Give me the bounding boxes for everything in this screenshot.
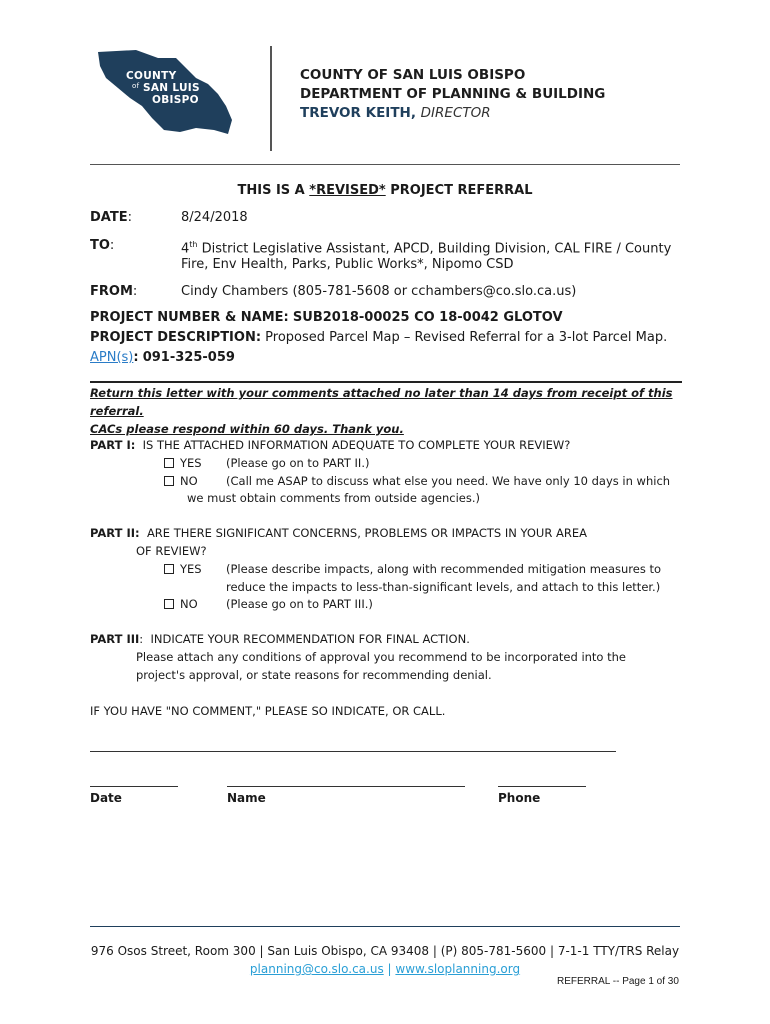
header-divider	[270, 46, 272, 151]
phone-signature-label: Phone	[498, 791, 541, 805]
title-revised: *REVISED*	[309, 183, 386, 198]
part1-no-checkbox[interactable]	[164, 476, 174, 486]
footer-rule	[90, 926, 680, 927]
county-logo	[96, 48, 232, 136]
part2-yes-text2: reduce the impacts to less-than-significant levels, and attach to this letter.)	[226, 580, 661, 594]
logo-san-luis: SAN LUIS	[143, 82, 200, 94]
apn-value: 091-325-059	[142, 350, 235, 365]
part1-question: IS THE ATTACHED INFORMATION ADEQUATE TO COMPLETE YOUR REVIEW?	[142, 438, 571, 452]
to-line1-text: District Legislative Assistant, APCD, Building Division, CAL FIRE / County	[197, 241, 672, 257]
date-signature-line[interactable]	[90, 786, 178, 787]
project-number-row	[90, 310, 563, 325]
part1-no-text2: we must obtain comments from outside agencies.)	[187, 491, 481, 505]
header-department: DEPARTMENT OF PLANNING & BUILDING	[300, 86, 606, 102]
name-signature-line[interactable]	[227, 786, 465, 787]
header-rule	[90, 164, 680, 165]
part2-no-option[interactable]	[164, 597, 198, 611]
part1-yes-option[interactable]	[164, 456, 202, 470]
comment-line[interactable]	[90, 751, 616, 752]
part1-yes-text: (Please go on to PART II.)	[226, 456, 370, 470]
part1-no-option[interactable]	[164, 474, 198, 488]
part2-label: PART II:	[90, 526, 140, 540]
part3-label: PART III	[90, 632, 140, 646]
footer-website-link[interactable]: www.sloplanning.org	[395, 962, 521, 976]
header-county: COUNTY OF SAN LUIS OBISPO	[300, 67, 526, 83]
header-director	[300, 105, 491, 121]
part3-question: INDICATE YOUR RECOMMENDATION FOR FINAL ACTION.	[150, 632, 470, 646]
page-title	[0, 183, 770, 198]
project-number-label: PROJECT NUMBER & NAME:	[90, 310, 289, 325]
footer-separator: |	[387, 962, 392, 976]
project-number-value: SUB2018-00025 CO 18-0042 GLOTOV	[292, 310, 563, 325]
apn-row: APN(s): 091-325-059	[90, 350, 235, 365]
name-signature-label: Name	[227, 791, 266, 805]
part2-no-text: (Please go on to PART III.)	[226, 597, 373, 611]
date-label: DATE	[90, 210, 128, 225]
part1-yes-label: YES	[180, 456, 202, 470]
part2-yes-option[interactable]	[164, 562, 202, 576]
no-comment-note: IF YOU HAVE "NO COMMENT," PLEASE SO INDICATE, OR CALL.	[90, 704, 446, 718]
part2-question2: OF REVIEW?	[136, 544, 207, 558]
part3-text1: Please attach any conditions of approval you recommend to be incorporated into the	[136, 650, 626, 664]
logo-of: of	[132, 82, 140, 90]
to-ordinal: 4	[181, 241, 190, 257]
part1-heading	[90, 438, 570, 452]
return-line2: CACs please respond within 60 days. Thank you.	[90, 422, 404, 436]
part3-heading: PART III: INDICATE YOUR RECOMMENDATION FOR FINAL ACTION.	[90, 632, 470, 646]
phone-signature-line[interactable]	[498, 786, 586, 787]
logo-county: COUNTY	[126, 70, 177, 82]
date-value: 8/24/2018	[181, 210, 248, 225]
part2-no-checkbox[interactable]	[164, 599, 174, 609]
part1-yes-checkbox[interactable]	[164, 458, 174, 468]
footer-address: 976 Osos Street, Room 300 | San Luis Obispo, CA 93408 | (P) 805-781-5600 | 7-1-1 TTY/TRS Relay	[90, 944, 680, 958]
logo-obispo: OBISPO	[152, 94, 199, 106]
director-title: DIRECTOR	[420, 105, 491, 121]
project-description-value: Proposed Parcel Map – Revised Referral for a 3-lot Parcel Map.	[265, 330, 668, 345]
director-name: TREVOR KEITH,	[300, 105, 416, 121]
to-label: TO	[90, 238, 110, 253]
from-value: Cindy Chambers (805-781-5608 or cchambers@co.slo.ca.us)	[181, 284, 577, 299]
to-line2: Fire, Env Health, Parks, Public Works*, Nipomo CSD	[181, 257, 514, 272]
page-number: REFERRAL -- Page 1 of 30	[557, 976, 679, 987]
date-signature-label: Date	[90, 791, 122, 805]
project-description-label: PROJECT DESCRIPTION:	[90, 330, 262, 345]
footer-links	[0, 962, 770, 976]
date-label-row: DATE:	[90, 210, 132, 225]
part2-yes-text1: (Please describe impacts, along with recommended mitigation measures to	[226, 562, 662, 576]
from-label: FROM	[90, 284, 133, 299]
part1-no-text1: (Call me ASAP to discuss what else you need. We have only 10 days in which	[226, 474, 671, 488]
part2-heading	[90, 526, 587, 540]
part2-no-label: NO	[180, 597, 198, 611]
title-suffix: PROJECT REFERRAL	[385, 183, 533, 198]
part1-label: PART I:	[90, 438, 136, 452]
part3-text2: project's approval, or state reasons for recommending denial.	[136, 668, 492, 682]
part2-question1: ARE THERE SIGNIFICANT CONCERNS, PROBLEMS OR IMPACTS IN YOUR AREA	[146, 526, 587, 540]
section-rule	[90, 381, 682, 383]
to-ordinal-suffix: th	[189, 240, 198, 249]
title-prefix: THIS IS A	[237, 183, 310, 198]
part1-no-label: NO	[180, 474, 198, 488]
return-line1: Return this letter with your comments attached no later than 14 days from receipt of this referral.	[90, 386, 673, 418]
footer-email-link[interactable]: planning@co.slo.ca.us	[249, 962, 384, 976]
return-instructions	[90, 384, 690, 438]
part2-yes-checkbox[interactable]	[164, 564, 174, 574]
apn-link[interactable]: APN(s)	[90, 350, 134, 365]
project-description-row	[90, 330, 667, 345]
part2-yes-label: YES	[180, 562, 202, 576]
to-label-row: TO:	[90, 238, 115, 253]
from-label-row: FROM:	[90, 284, 138, 299]
